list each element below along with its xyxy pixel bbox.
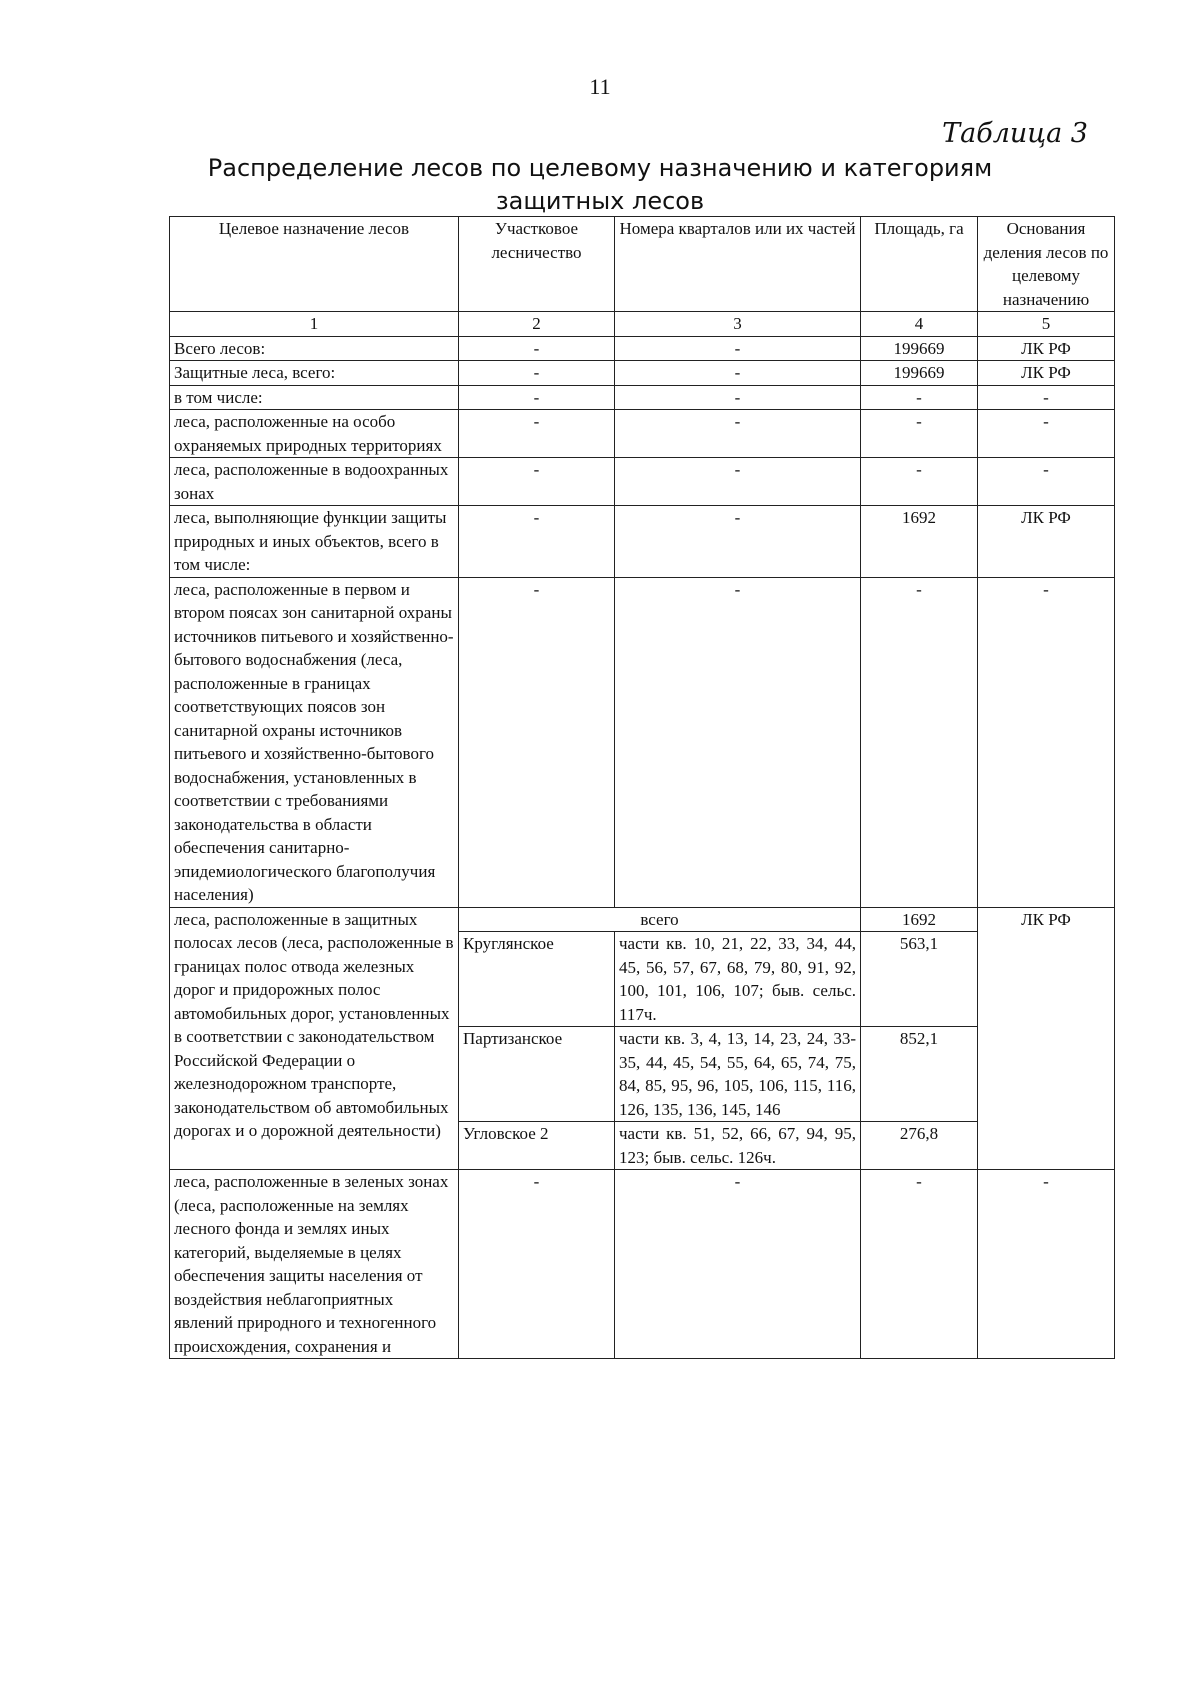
row-area: -	[861, 458, 978, 506]
forestry-name: Круглянское	[459, 932, 615, 1027]
row-purpose: Защитные леса, всего:	[170, 361, 459, 386]
row-area: -	[861, 385, 978, 410]
forestry-name: Угловское 2	[459, 1122, 615, 1170]
row-area: 199669	[861, 336, 978, 361]
row-forestry: -	[459, 506, 615, 578]
row-quarters: -	[615, 385, 861, 410]
forestry-area: 276,8	[861, 1122, 978, 1170]
row-basis: -	[978, 1170, 1115, 1359]
column-number: 4	[861, 312, 978, 337]
header-basis: Основания деления лесов по целевому назначению	[978, 217, 1115, 312]
row-forestry: -	[459, 458, 615, 506]
row-quarters: -	[615, 361, 861, 386]
title-line-2: защитных лесов	[495, 187, 705, 215]
row-forestry: -	[459, 1170, 615, 1359]
row-purpose: в том числе:	[170, 385, 459, 410]
title-line-1: Распределение лесов по целевому назначению и категориям	[207, 154, 993, 182]
protective-strips-total-area: 1692	[861, 907, 978, 932]
forestry-quarters: части кв. 3, 4, 13, 14, 23, 24, 33-35, 44, 45, 54, 55, 64, 65, 74, 75, 84, 85, 95, 96, 105, 106, 115, 116, 126, 135, 136, 145, 146	[615, 1027, 861, 1122]
row-quarters: -	[615, 410, 861, 458]
row-area: 1692	[861, 506, 978, 578]
row-area: -	[861, 1170, 978, 1359]
table-row	[170, 577, 1115, 907]
row-basis: -	[978, 577, 1115, 907]
column-number: 2	[459, 312, 615, 337]
row-forestry: -	[459, 577, 615, 907]
row-area: -	[861, 577, 978, 907]
table-row	[170, 1170, 1115, 1359]
table-label: Таблица 3	[942, 118, 1088, 149]
row-forestry: -	[459, 385, 615, 410]
table-row	[170, 458, 1115, 506]
row-forestry: -	[459, 336, 615, 361]
forestry-quarters: части кв. 10, 21, 22, 33, 34, 44, 45, 56, 57, 67, 68, 79, 80, 91, 92, 100, 101, 106, 107; быв. сельс. 117ч.	[615, 932, 861, 1027]
table-row	[170, 410, 1115, 458]
row-forestry: -	[459, 361, 615, 386]
row-purpose: леса, выполняющие функции защиты природных и иных объектов, всего в том числе:	[170, 506, 459, 578]
column-number: 5	[978, 312, 1115, 337]
forestry-name: Партизанское	[459, 1027, 615, 1122]
row-basis: -	[978, 385, 1115, 410]
forest-distribution-table	[169, 216, 1115, 1359]
green-zones-purpose: леса, расположенные в зеленых зонах (леса, расположенные на землях лесного фонда и землях иных категорий, выделяемые в целях обеспечения защиты населения от воздействия неблагоприятных явлений природного и техногенного происхождения, сохранения и	[170, 1170, 459, 1359]
table-row	[170, 336, 1115, 361]
row-forestry: -	[459, 410, 615, 458]
row-quarters: -	[615, 458, 861, 506]
forestry-area: 852,1	[861, 1027, 978, 1122]
forestry-quarters: части кв. 51, 52, 66, 67, 94, 95, 123; быв. сельс. 126ч.	[615, 1122, 861, 1170]
header-purpose: Целевое назначение лесов	[170, 217, 459, 312]
table-row	[170, 385, 1115, 410]
table-title	[0, 152, 1200, 218]
row-purpose: леса, расположенные в водоохранных зонах	[170, 458, 459, 506]
row-basis: ЛК РФ	[978, 361, 1115, 386]
row-purpose: Всего лесов:	[170, 336, 459, 361]
table-row	[170, 361, 1115, 386]
page-number: 11	[589, 74, 611, 99]
row-basis: -	[978, 458, 1115, 506]
header-forestry: Участковое лесничество	[459, 217, 615, 312]
row-area: -	[861, 410, 978, 458]
row-quarters: -	[615, 1170, 861, 1359]
row-basis: ЛК РФ	[978, 506, 1115, 578]
forestry-area: 563,1	[861, 932, 978, 1027]
protective-strips-total-label: всего	[459, 907, 861, 932]
protective-strips-basis: ЛК РФ	[978, 907, 1115, 1170]
header-area: Площадь, га	[861, 217, 978, 312]
row-area: 199669	[861, 361, 978, 386]
protective-strips-total-row	[170, 907, 1115, 932]
header-quarters: Номера кварталов или их частей	[615, 217, 861, 312]
table-header-row	[170, 217, 1115, 312]
row-quarters: -	[615, 506, 861, 578]
table-row	[170, 506, 1115, 578]
column-number: 1	[170, 312, 459, 337]
protective-strips-purpose: леса, расположенные в защитных полосах лесов (леса, расположенные в границах полос отвода железных дорог и придорожных полос автомобильных дорог, установленных в соответствии с законодательством Российской Федерации о железнодорожном транспорте, законодательством об автомобильных дорогах и о дорожной деятельности)	[170, 907, 459, 1170]
column-number: 3	[615, 312, 861, 337]
row-quarters: -	[615, 577, 861, 907]
column-number-row	[170, 312, 1115, 337]
row-basis: -	[978, 410, 1115, 458]
row-purpose: леса, расположенные в первом и втором поясах зон санитарной охраны источников питьевого и хозяйственно-бытового водоснабжения (леса, расположенные в границах соответствующих поясов зон санитарной охраны источников питьевого и хозяйственно-бытового водоснабжения, установленных в соответствии с требованиями законодательства в области обеспечения санитарно-эпидемиологического благополучия населения)	[170, 577, 459, 907]
row-quarters: -	[615, 336, 861, 361]
row-purpose: леса, расположенные на особо охраняемых природных территориях	[170, 410, 459, 458]
row-basis: ЛК РФ	[978, 336, 1115, 361]
